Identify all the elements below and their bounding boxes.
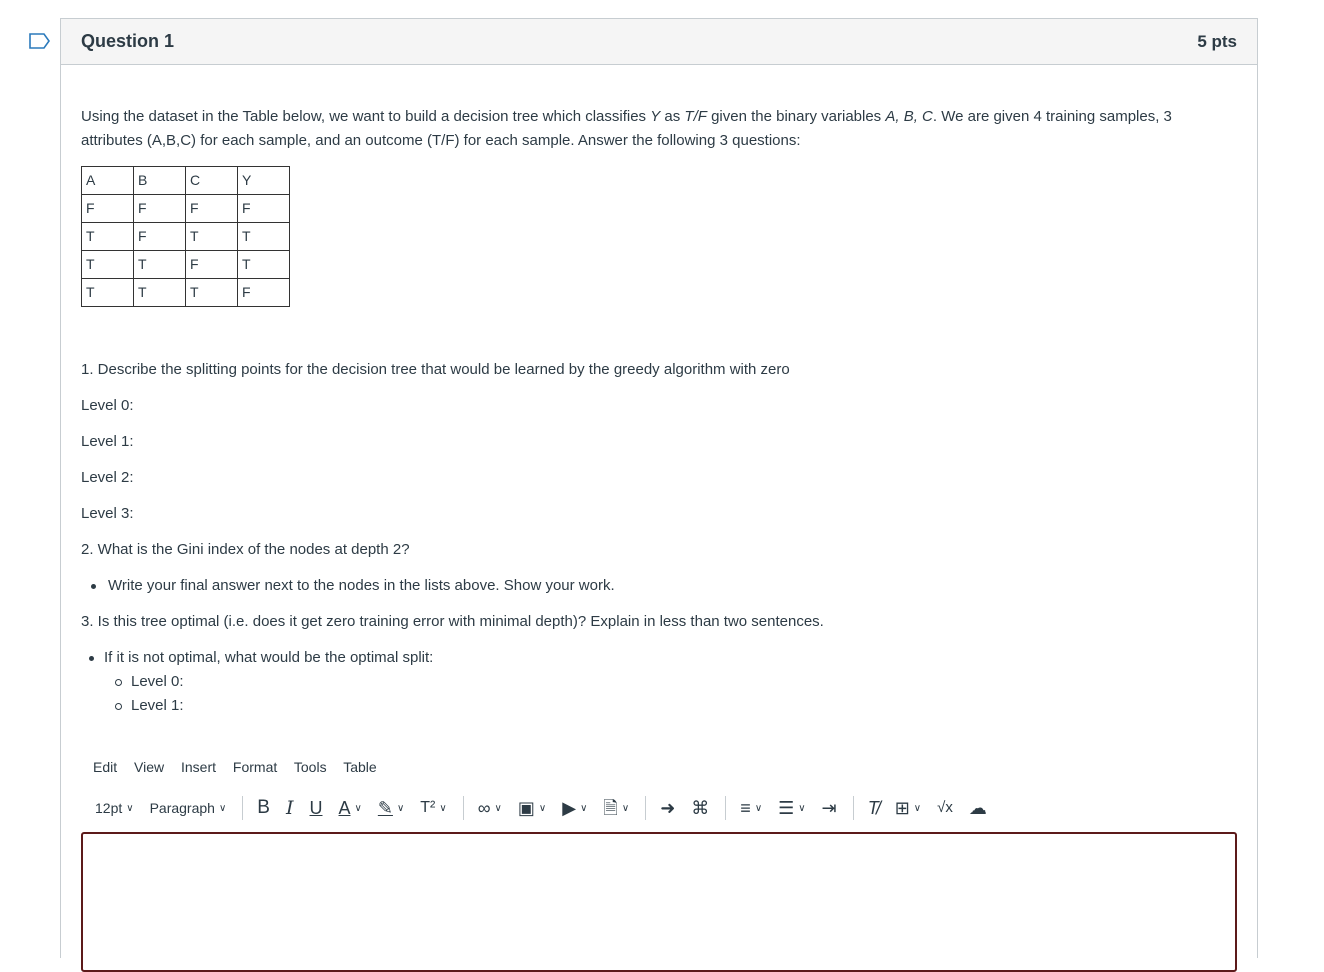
- chevron-down-icon: ∨: [798, 802, 806, 814]
- q3-sub-item: Level 0:: [115, 673, 184, 690]
- table-cell: F: [238, 279, 290, 307]
- table-row: [82, 279, 290, 307]
- menu-table[interactable]: Table: [343, 759, 377, 775]
- table-cell: T: [186, 223, 238, 251]
- superscript-button[interactable]: [420, 799, 446, 817]
- q1-level-0: Level 0:: [81, 397, 134, 414]
- menu-format[interactable]: Format: [232, 759, 278, 775]
- chevron-down-icon: ∨: [439, 802, 447, 814]
- text-color-icon: A: [338, 798, 351, 818]
- q2-bullet: Write your final answer next to the nodes in the lists above. Show your work.: [81, 577, 615, 594]
- chevron-down-icon: ∨: [621, 802, 630, 814]
- italic-icon[interactable]: I: [285, 797, 294, 819]
- table-row: [82, 195, 290, 223]
- q3-sub-item: Level 1:: [115, 697, 184, 714]
- editor-menubar: [93, 759, 390, 775]
- media-icon: ▶: [562, 798, 577, 818]
- q3-bullet: If it is not optimal, what would be the optimal split:: [81, 649, 433, 666]
- table-cell: T: [238, 223, 290, 251]
- editor-toolbar: [95, 795, 1003, 821]
- table-button[interactable]: [895, 799, 921, 817]
- image-icon: ▣: [517, 798, 535, 818]
- chevron-down-icon: ∨: [126, 802, 134, 814]
- link-button[interactable]: [478, 799, 502, 817]
- table-cell: T: [82, 279, 134, 307]
- question-text: [81, 105, 1231, 307]
- bold-icon[interactable]: B: [257, 797, 270, 818]
- highlighter-icon: ✎: [377, 798, 393, 818]
- intro-paragraph: Using the dataset in the Table below, we want to build a decision tree which classifies Y as T/F given the binary variables A, B, C. We are given 4 training samples, 3 attributes (A,B,C) for each sample, and an outcome (T/F) for each sample. Answer the following 3 questions:: [81, 108, 1172, 149]
- table-cell: T: [186, 279, 238, 307]
- table-header-cell: C: [186, 167, 238, 195]
- table-cell: T: [82, 223, 134, 251]
- toolbar-divider: [463, 796, 464, 820]
- table-cell: T: [82, 251, 134, 279]
- table-cell: F: [134, 195, 186, 223]
- align-icon: ≡: [740, 798, 751, 818]
- chevron-down-icon: ∨: [218, 802, 227, 814]
- q2-prompt: 2. What is the Gini index of the nodes at depth 2?: [81, 541, 410, 558]
- chevron-down-icon: ∨: [494, 802, 502, 814]
- question-title: Question 1: [81, 31, 175, 51]
- table-header-cell: Y: [238, 167, 290, 195]
- answer-editor[interactable]: [81, 832, 1237, 972]
- table-cell: F: [238, 195, 290, 223]
- equation-icon[interactable]: √x: [937, 799, 953, 816]
- q1-level-1: Level 1:: [81, 433, 134, 450]
- clear-formatting-icon[interactable]: T̸: [867, 798, 879, 818]
- chevron-down-icon: ∨: [580, 802, 588, 814]
- table-header-cell: A: [82, 167, 134, 195]
- table-cell: T: [134, 251, 186, 279]
- font-size-select[interactable]: 12pt ∨: [95, 800, 134, 816]
- link-icon: ∞: [477, 798, 491, 818]
- media-button[interactable]: [562, 799, 587, 817]
- bullet-list-icon: ☰: [778, 798, 795, 818]
- menu-tools[interactable]: Tools: [293, 759, 327, 775]
- table-cell: T: [134, 279, 186, 307]
- q1-level-2: Level 2:: [81, 469, 134, 486]
- table-cell: F: [186, 195, 238, 223]
- flag-question-icon[interactable]: [29, 33, 51, 49]
- apps-plug-icon[interactable]: ⌘: [691, 798, 710, 818]
- toolbar-divider: [645, 796, 646, 820]
- bullet-icon: [91, 584, 96, 589]
- bullet-icon: [89, 656, 94, 661]
- menu-view[interactable]: View: [134, 759, 165, 775]
- q3-prompt: 3. Is this tree optimal (i.e. does it get zero training error with minimal depth)? Explain in less than two sentences.: [81, 613, 824, 630]
- menu-edit[interactable]: Edit: [93, 759, 118, 775]
- chevron-down-icon: ∨: [538, 802, 547, 814]
- circle-bullet-icon: [115, 703, 122, 710]
- external-tool-icon[interactable]: ➜: [660, 798, 676, 818]
- menu-insert[interactable]: Insert: [181, 759, 217, 775]
- chevron-down-icon: ∨: [913, 802, 922, 814]
- text-color-button[interactable]: [339, 799, 362, 817]
- question-header: [61, 19, 1257, 65]
- q1-level-3: Level 3:: [81, 505, 134, 522]
- block-format-select[interactable]: Paragraph ∨: [149, 800, 227, 816]
- chevron-down-icon: ∨: [396, 802, 405, 814]
- table-cell: F: [186, 251, 238, 279]
- question-points: 5 pts: [1197, 31, 1237, 51]
- question-card: [60, 18, 1258, 958]
- q1-prompt: 1. Describe the splitting points for the decision tree that would be learned by the greedy algorithm with zero: [81, 361, 790, 378]
- list-button[interactable]: [778, 799, 805, 817]
- toolbar-divider: [242, 796, 243, 820]
- table-row: [82, 251, 290, 279]
- chevron-down-icon: ∨: [754, 802, 763, 814]
- table-cell: F: [82, 195, 134, 223]
- cloud-icon[interactable]: ☁: [968, 798, 987, 818]
- document-icon: 🗎: [603, 798, 618, 818]
- table-cell: T: [238, 251, 290, 279]
- document-button[interactable]: [603, 799, 629, 817]
- table-header-row: [82, 167, 290, 195]
- chevron-down-icon: ∨: [354, 802, 362, 814]
- toolbar-divider: [725, 796, 726, 820]
- table-header-cell: B: [134, 167, 186, 195]
- table-cell: F: [134, 223, 186, 251]
- table-row: [82, 223, 290, 251]
- underline-icon[interactable]: U: [309, 798, 323, 818]
- highlight-color-button[interactable]: [378, 799, 404, 817]
- table-icon: ⊞: [894, 798, 910, 818]
- toolbar-divider: [853, 796, 854, 820]
- superscript-icon: T²: [420, 799, 436, 816]
- dataset-table: [81, 166, 290, 307]
- image-button[interactable]: [518, 799, 546, 817]
- indent-icon[interactable]: ⇥: [821, 798, 837, 818]
- circle-bullet-icon: [115, 679, 122, 686]
- align-button[interactable]: [740, 799, 762, 817]
